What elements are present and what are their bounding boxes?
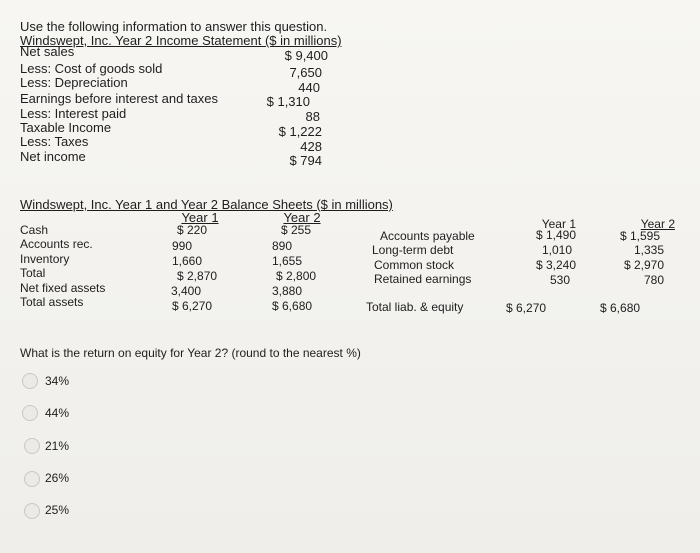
income-row-label: Less: Taxes <box>20 134 89 149</box>
asset-row-year2: $ 2,800 <box>276 269 317 283</box>
liab-row-year1: $ 3,240 <box>535 258 576 272</box>
liab-row-label: Common stock <box>374 258 455 272</box>
asset-row-year1: $ 2,870 <box>177 269 218 283</box>
liab-row-year1: 530 <box>549 273 570 287</box>
balance-sheet-title: Windswept, Inc. Year 1 and Year 2 Balance Sheets ($ in millions) <box>20 197 393 212</box>
asset-row-year1: 1,660 <box>172 254 203 268</box>
income-row-label: Net sales <box>20 44 75 59</box>
asset-row-year1: $ 220 <box>177 223 208 237</box>
income-row-label: Less: Cost of goods sold <box>20 61 163 76</box>
income-row-value: $ 794 <box>289 153 322 168</box>
option-label: 34% <box>45 374 70 388</box>
option-label: 25% <box>45 503 70 517</box>
liab-row-label: Total liab. & equity <box>366 300 464 314</box>
liab-row-year1: $ 1,490 <box>535 228 576 242</box>
radio-button[interactable] <box>22 405 38 421</box>
liab-row-year2: 780 <box>643 273 664 287</box>
liab-row-year2: 1,335 <box>633 243 664 257</box>
asset-row-label: Cash <box>20 223 49 237</box>
asset-row-year2: 1,655 <box>272 254 303 268</box>
radio-button[interactable] <box>24 503 40 519</box>
income-row-value: 7,650 <box>289 65 322 80</box>
income-row-value: 440 <box>298 80 320 95</box>
radio-button[interactable] <box>24 471 40 487</box>
asset-row-label: Accounts rec. <box>20 237 93 251</box>
asset-row-year2: $ 6,680 <box>272 299 313 313</box>
income-row-value: $ 1,310 <box>266 94 310 109</box>
intro-text: Use the following information to answer this question. <box>20 19 328 34</box>
asset-row-label: Total assets <box>20 295 84 309</box>
asset-row-year2: 890 <box>272 239 293 253</box>
income-row-label: Taxable Income <box>20 120 112 135</box>
income-row-label: Less: Interest paid <box>20 106 127 121</box>
option-label: 26% <box>45 471 70 485</box>
liab-row-label: Retained earnings <box>374 272 472 286</box>
liab-header-year2: Year 2 <box>640 217 675 231</box>
income-row-value: 88 <box>305 109 320 124</box>
liab-header-year1: Year 1 <box>541 217 576 231</box>
income-row-value: $ 1,222 <box>278 124 322 139</box>
question-text: What is the return on equity for Year 2? (round to the nearest %) <box>20 346 361 360</box>
asset-row-label: Net fixed assets <box>20 281 106 295</box>
income-row-label: Net income <box>20 149 86 164</box>
liab-row-year2: $ 6,680 <box>600 301 641 315</box>
income-row-value: $ 9,400 <box>284 48 328 63</box>
asset-row-year1: 990 <box>172 239 193 253</box>
asset-row-year2: $ 255 <box>281 223 312 237</box>
asset-header-year2: Year 2 <box>283 210 321 225</box>
liab-row-year2: $ 2,970 <box>623 258 664 272</box>
radio-button[interactable] <box>22 373 38 389</box>
asset-row-year1: 3,400 <box>171 284 202 298</box>
asset-row-label: Total <box>20 266 46 280</box>
asset-row-year2: 3,880 <box>272 284 303 298</box>
liab-row-year1: $ 6,270 <box>506 301 547 315</box>
liab-row-year2: $ 1,595 <box>619 229 660 243</box>
income-row-value: 428 <box>300 139 322 154</box>
income-row-label: Earnings before interest and taxes <box>20 91 219 106</box>
asset-row-year1: $ 6,270 <box>172 299 213 313</box>
liab-row-label: Long-term debt <box>372 243 454 257</box>
option-label: 21% <box>45 439 70 453</box>
liab-row-year1: 1,010 <box>541 243 572 257</box>
income-row-label: Less: Depreciation <box>20 75 128 90</box>
liab-row-label: Accounts payable <box>380 229 475 243</box>
asset-row-label: Inventory <box>20 252 70 266</box>
asset-header-year1: Year 1 <box>181 210 219 225</box>
radio-button[interactable] <box>24 438 40 454</box>
option-label: 44% <box>45 406 70 420</box>
income-statement-title: Windswept, Inc. Year 2 Income Statement ($ in millions) <box>20 33 342 48</box>
